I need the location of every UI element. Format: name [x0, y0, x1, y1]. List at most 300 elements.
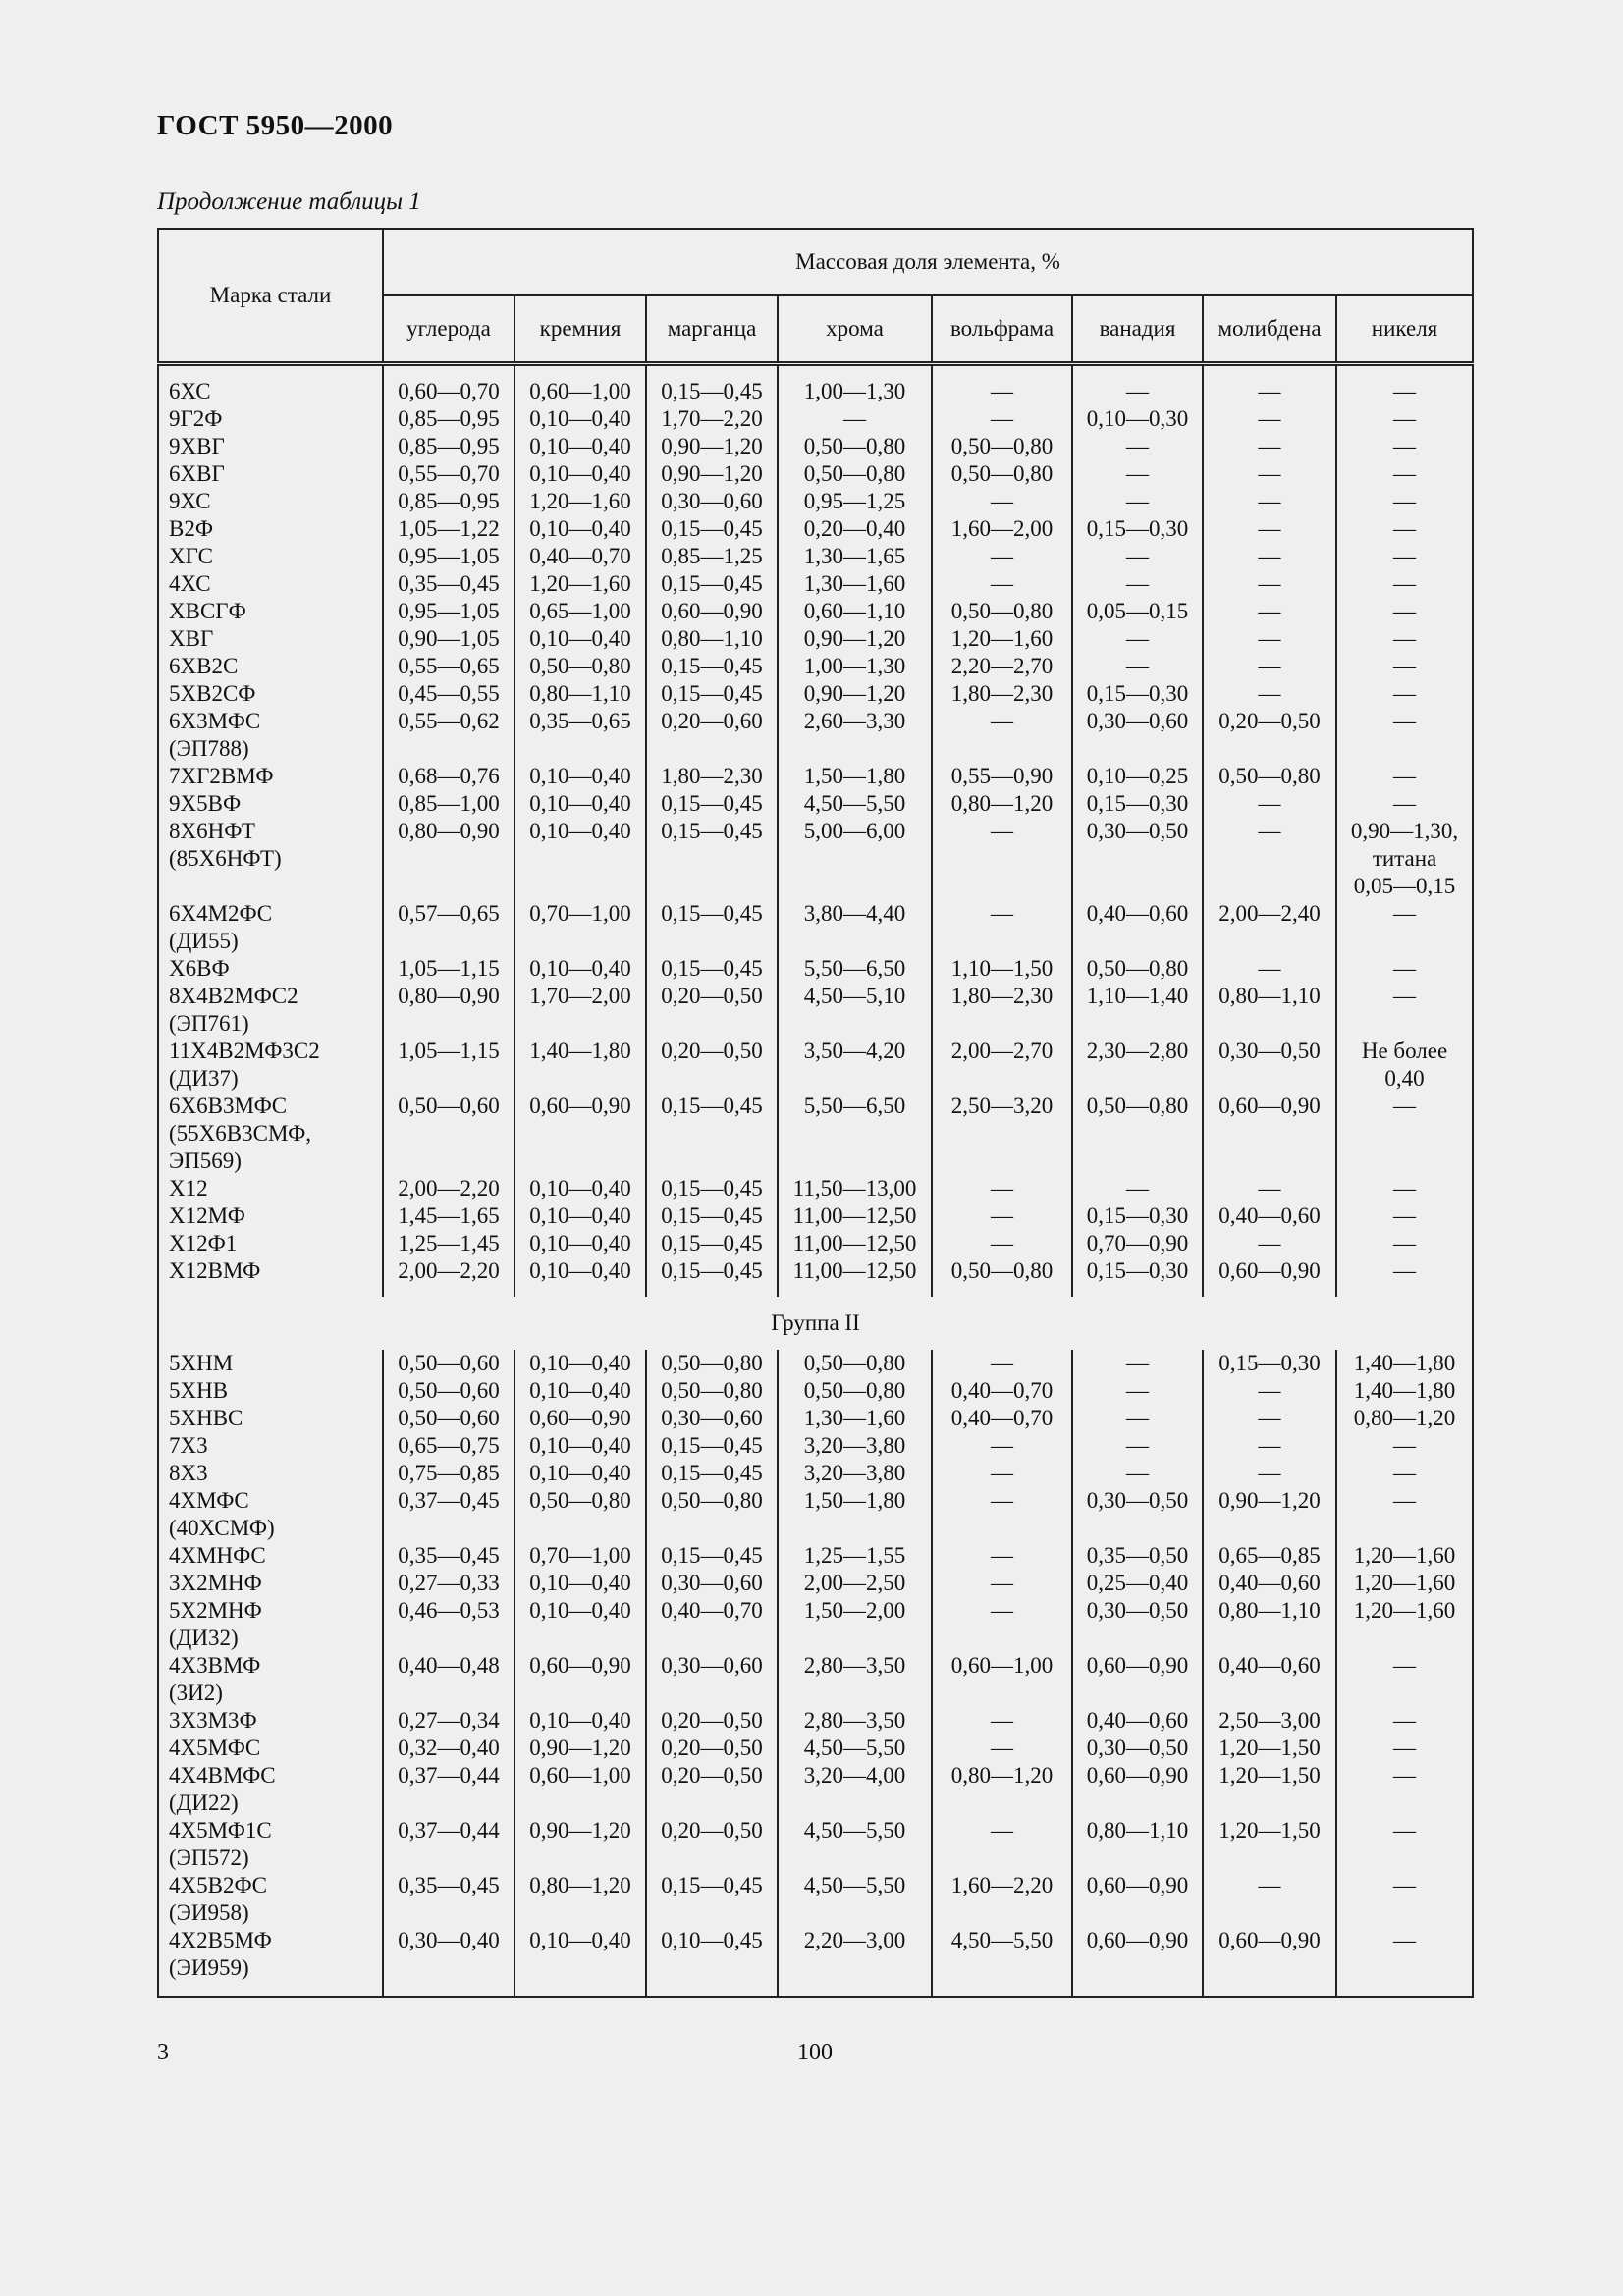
- cell-carbon: 0,45—0,55: [383, 680, 514, 708]
- steel-grade-line: 4ХМФС: [169, 1488, 249, 1513]
- cell-carbon: 0,85—0,95: [383, 488, 514, 515]
- cell-chromium: 2,80—3,50: [778, 1707, 932, 1735]
- cell-molybdenum: —: [1203, 680, 1336, 708]
- cell-silicon: 0,60—1,00: [514, 378, 646, 405]
- cell-carbon: 0,37—0,44: [383, 1762, 514, 1817]
- cell-carbon: 0,68—0,76: [383, 763, 514, 790]
- cell-carbon: 0,35—0,45: [383, 1872, 514, 1927]
- cell-vanadium: —: [1072, 460, 1203, 488]
- cell-vanadium: 0,60—0,90: [1072, 1762, 1203, 1817]
- table-row: [158, 1202, 1473, 1230]
- steel-grade-line: 6ХС: [169, 379, 211, 403]
- cell-chromium: 5,00—6,00: [778, 818, 932, 900]
- table-row: [158, 1257, 1473, 1285]
- cell-chromium: 3,80—4,40: [778, 900, 932, 955]
- table-row: [158, 1432, 1473, 1460]
- cell-molybdenum: —: [1203, 598, 1336, 625]
- table-row: [158, 790, 1473, 818]
- cell-silicon: 0,70—1,00: [514, 1542, 646, 1570]
- cell-tungsten: 0,60—1,00: [932, 1652, 1072, 1707]
- steel-grade-line: (ЭП788): [169, 736, 249, 761]
- cell-silicon: 0,10—0,40: [514, 790, 646, 818]
- cell-nickel: —: [1336, 1230, 1473, 1257]
- steel-grade-line: Х12Ф1: [169, 1231, 238, 1255]
- steel-grade: [158, 1432, 383, 1460]
- cell-carbon: 2,00—2,20: [383, 1257, 514, 1285]
- cell-silicon: 0,10—0,40: [514, 625, 646, 653]
- table-row: [158, 1230, 1473, 1257]
- cell-carbon: 0,35—0,45: [383, 570, 514, 598]
- cell-manganese: 0,20—0,50: [646, 983, 778, 1038]
- cell-molybdenum: 0,40—0,60: [1203, 1202, 1336, 1230]
- cell-molybdenum: —: [1203, 625, 1336, 653]
- cell-nickel: —: [1336, 1487, 1473, 1542]
- cell-vanadium: —: [1072, 378, 1203, 405]
- cell-silicon: 0,10—0,40: [514, 763, 646, 790]
- cell-vanadium: 0,10—0,25: [1072, 763, 1203, 790]
- cell-manganese: 0,20—0,50: [646, 1735, 778, 1762]
- steel-grade-line: (3И2): [169, 1681, 223, 1705]
- cell-manganese: 0,15—0,45: [646, 900, 778, 955]
- cell-chromium: 1,00—1,30: [778, 378, 932, 405]
- cell-chromium: 0,50—0,80: [778, 1377, 932, 1405]
- table-row: [158, 653, 1473, 680]
- cell-manganese: 0,15—0,45: [646, 680, 778, 708]
- cell-vanadium: 0,05—0,15: [1072, 598, 1203, 625]
- cell-manganese: 0,15—0,45: [646, 1432, 778, 1460]
- steel-grade: [158, 790, 383, 818]
- steel-grade-line: (ДИ37): [169, 1066, 239, 1091]
- steel-grade-line: 3Х2МНФ: [169, 1571, 262, 1595]
- cell-vanadium: 0,30—0,50: [1072, 1735, 1203, 1762]
- steel-grade: [158, 1597, 383, 1652]
- group-label: Группа II: [158, 1297, 1473, 1350]
- steel-grade-line: ХВГ: [169, 626, 214, 651]
- steel-grade-line: 9Г2Ф: [169, 406, 223, 431]
- cell-manganese: 0,15—0,45: [646, 1093, 778, 1175]
- steel-grade-line: (ДИ55): [169, 929, 239, 953]
- cell-carbon: 0,80—0,90: [383, 818, 514, 900]
- cell-molybdenum: 1,20—1,50: [1203, 1817, 1336, 1872]
- cell-molybdenum: 0,15—0,30: [1203, 1350, 1336, 1377]
- cell-vanadium: —: [1072, 1175, 1203, 1202]
- cell-nickel: 0,80—1,20: [1336, 1405, 1473, 1432]
- steel-grade-line: (40ХСМФ): [169, 1516, 275, 1540]
- table-row: [158, 1542, 1473, 1570]
- cell-nickel: —: [1336, 1707, 1473, 1735]
- steel-grade-line: (ЭП572): [169, 1845, 249, 1870]
- cell-vanadium: —: [1072, 1350, 1203, 1377]
- cell-nickel: —: [1336, 1872, 1473, 1927]
- cell-carbon: 0,35—0,45: [383, 1542, 514, 1570]
- steel-grade: [158, 1202, 383, 1230]
- steel-grade-line: (ДИ22): [169, 1790, 239, 1815]
- header-grade: Марка стали: [158, 229, 383, 364]
- cell-carbon: 0,75—0,85: [383, 1460, 514, 1487]
- cell-molybdenum: 0,20—0,50: [1203, 708, 1336, 763]
- table-row: [158, 570, 1473, 598]
- cell-molybdenum: —: [1203, 515, 1336, 543]
- cell-chromium: 1,50—1,80: [778, 763, 932, 790]
- cell-tungsten: 0,50—0,80: [932, 598, 1072, 625]
- steel-grade: [158, 680, 383, 708]
- cell-chromium: 11,50—13,00: [778, 1175, 932, 1202]
- cell-carbon: 0,50—0,60: [383, 1350, 514, 1377]
- cell-chromium: 1,30—1,60: [778, 1405, 932, 1432]
- cell-silicon: 1,20—1,60: [514, 570, 646, 598]
- cell-carbon: 0,90—1,05: [383, 625, 514, 653]
- cell-tungsten: 1,80—2,30: [932, 680, 1072, 708]
- cell-manganese: 0,15—0,45: [646, 515, 778, 543]
- cell-molybdenum: 0,90—1,20: [1203, 1487, 1336, 1542]
- cell-carbon: 0,55—0,70: [383, 460, 514, 488]
- steel-grade: [158, 1762, 383, 1817]
- steel-grade: [158, 1707, 383, 1735]
- table-row: [158, 763, 1473, 790]
- steel-grade: [158, 433, 383, 460]
- cell-carbon: 0,50—0,60: [383, 1377, 514, 1405]
- cell-silicon: 0,60—1,00: [514, 1762, 646, 1817]
- cell-tungsten: 0,40—0,70: [932, 1405, 1072, 1432]
- steel-grade-line: 8Х6НФТ: [169, 819, 255, 843]
- cell-molybdenum: 0,60—0,90: [1203, 1093, 1336, 1175]
- table-row: [158, 1487, 1473, 1542]
- steel-grade: [158, 1872, 383, 1927]
- header-silicon: кремния: [514, 295, 646, 364]
- cell-silicon: 0,10—0,40: [514, 460, 646, 488]
- steel-grade-line: 9Х5ВФ: [169, 791, 242, 816]
- cell-chromium: 4,50—5,50: [778, 1817, 932, 1872]
- cell-silicon: 0,90—1,20: [514, 1817, 646, 1872]
- steel-grade-line: В2Ф: [169, 516, 214, 541]
- cell-carbon: 0,95—1,05: [383, 543, 514, 570]
- steel-grade: [158, 1735, 383, 1762]
- header-nickel: никеля: [1336, 295, 1473, 364]
- cell-nickel: —: [1336, 625, 1473, 653]
- cell-nickel: —: [1336, 543, 1473, 570]
- cell-silicon: 0,10—0,40: [514, 1230, 646, 1257]
- steel-grade-line: ХГС: [169, 544, 213, 568]
- cell-silicon: 0,60—0,90: [514, 1652, 646, 1707]
- cell-chromium: —: [778, 405, 932, 433]
- cell-silicon: 0,60—0,90: [514, 1093, 646, 1175]
- table-row: [158, 598, 1473, 625]
- header-mass-fraction: Массовая доля элемента, %: [383, 229, 1473, 295]
- cell-silicon: 0,80—1,10: [514, 680, 646, 708]
- cell-manganese: 0,15—0,45: [646, 1460, 778, 1487]
- cell-tungsten: 0,40—0,70: [932, 1377, 1072, 1405]
- steel-grade-line: 6Х3МФС: [169, 709, 261, 733]
- steel-grade: [158, 1257, 383, 1285]
- cell-nickel: —: [1336, 433, 1473, 460]
- cell-silicon: 0,10—0,40: [514, 1202, 646, 1230]
- cell-manganese: 0,30—0,60: [646, 1405, 778, 1432]
- table-row: [158, 460, 1473, 488]
- cell-molybdenum: —: [1203, 460, 1336, 488]
- cell-manganese: 0,40—0,70: [646, 1597, 778, 1652]
- cell-chromium: 5,50—6,50: [778, 955, 932, 983]
- cell-molybdenum: —: [1203, 1872, 1336, 1927]
- cell-manganese: 0,50—0,80: [646, 1377, 778, 1405]
- cell-manganese: 0,20—0,60: [646, 708, 778, 763]
- cell-nickel: —: [1336, 598, 1473, 625]
- header-chromium: хрома: [778, 295, 932, 364]
- table-row: [158, 1405, 1473, 1432]
- table-row: [158, 708, 1473, 763]
- cell-vanadium: —: [1072, 433, 1203, 460]
- cell-carbon: 0,46—0,53: [383, 1597, 514, 1652]
- steel-grade-line: 4Х5МФС: [169, 1735, 261, 1760]
- cell-molybdenum: 1,20—1,50: [1203, 1735, 1336, 1762]
- cell-manganese: 0,15—0,45: [646, 570, 778, 598]
- cell-tungsten: 0,80—1,20: [932, 1762, 1072, 1817]
- steel-grade-line: Х6ВФ: [169, 956, 230, 981]
- table-row: [158, 1762, 1473, 1817]
- table-row: [158, 1597, 1473, 1652]
- cell-silicon: 0,10—0,40: [514, 405, 646, 433]
- cell-chromium: 2,80—3,50: [778, 1652, 932, 1707]
- cell-tungsten: —: [932, 1350, 1072, 1377]
- steel-grade-line: 3Х3М3Ф: [169, 1708, 257, 1733]
- table-row: [158, 1707, 1473, 1735]
- cell-molybdenum: —: [1203, 378, 1336, 405]
- cell-silicon: 0,50—0,80: [514, 653, 646, 680]
- cell-nickel: —: [1336, 515, 1473, 543]
- table-row: [158, 1652, 1473, 1707]
- cell-manganese: 0,60—0,90: [646, 598, 778, 625]
- cell-manganese: 0,80—1,10: [646, 625, 778, 653]
- cell-nickel: —: [1336, 1257, 1473, 1285]
- cell-vanadium: 0,15—0,30: [1072, 790, 1203, 818]
- cell-silicon: 0,35—0,65: [514, 708, 646, 763]
- cell-tungsten: —: [932, 1597, 1072, 1652]
- steel-grade-line: (85Х6НФТ): [169, 846, 282, 871]
- cell-tungsten: 1,10—1,50: [932, 955, 1072, 983]
- table-row: [158, 488, 1473, 515]
- cell-tungsten: —: [932, 708, 1072, 763]
- cell-nickel: —: [1336, 983, 1473, 1038]
- steel-grade: [158, 515, 383, 543]
- cell-manganese: 0,15—0,45: [646, 790, 778, 818]
- cell-vanadium: —: [1072, 625, 1203, 653]
- cell-nickel: —: [1336, 1202, 1473, 1230]
- cell-silicon: 0,90—1,20: [514, 1735, 646, 1762]
- cell-tungsten: 2,20—2,70: [932, 653, 1072, 680]
- cell-chromium: 0,50—0,80: [778, 460, 932, 488]
- cell-carbon: 1,45—1,65: [383, 1202, 514, 1230]
- table-row: [158, 1570, 1473, 1597]
- steel-grade-line: 6Х6В3МФС: [169, 1094, 288, 1118]
- cell-molybdenum: 0,60—0,90: [1203, 1257, 1336, 1285]
- table-row: [158, 1817, 1473, 1872]
- cell-nickel: —: [1336, 570, 1473, 598]
- cell-nickel: 1,40—1,80: [1336, 1377, 1473, 1405]
- cell-nickel: —: [1336, 1460, 1473, 1487]
- steel-grade: [158, 1038, 383, 1093]
- cell-chromium: 0,60—1,10: [778, 598, 932, 625]
- steel-grade-line: 4Х5В2ФС: [169, 1873, 267, 1897]
- cell-chromium: 1,00—1,30: [778, 653, 932, 680]
- cell-manganese: 0,15—0,45: [646, 1542, 778, 1570]
- cell-nickel: —: [1336, 1735, 1473, 1762]
- cell-tungsten: —: [932, 1175, 1072, 1202]
- steel-grade-line: 4Х5МФ1С: [169, 1818, 272, 1842]
- steel-grade-line: 4ХС: [169, 571, 211, 596]
- cell-manganese: 0,15—0,45: [646, 653, 778, 680]
- steel-grade: [158, 1093, 383, 1175]
- cell-nickel: —: [1336, 460, 1473, 488]
- cell-carbon: 0,95—1,05: [383, 598, 514, 625]
- steel-grade-line: Х12: [169, 1176, 208, 1201]
- cell-vanadium: —: [1072, 543, 1203, 570]
- cell-vanadium: 0,15—0,30: [1072, 515, 1203, 543]
- cell-chromium: 0,90—1,20: [778, 680, 932, 708]
- composition-table: [157, 228, 1474, 1998]
- steel-grade-line: 7Х3: [169, 1433, 208, 1458]
- cell-silicon: 0,10—0,40: [514, 955, 646, 983]
- steel-grade-line: 5Х2МНФ: [169, 1598, 262, 1623]
- cell-manganese: 0,30—0,60: [646, 1570, 778, 1597]
- table-row: [158, 543, 1473, 570]
- cell-manganese: 0,15—0,45: [646, 955, 778, 983]
- cell-chromium: 1,25—1,55: [778, 1542, 932, 1570]
- cell-chromium: 0,50—0,80: [778, 1350, 932, 1377]
- cell-nickel: —: [1336, 378, 1473, 405]
- cell-chromium: 11,00—12,50: [778, 1202, 932, 1230]
- cell-carbon: 1,25—1,45: [383, 1230, 514, 1257]
- steel-grade: [158, 625, 383, 653]
- cell-carbon: 0,40—0,48: [383, 1652, 514, 1707]
- cell-silicon: 0,10—0,40: [514, 1460, 646, 1487]
- steel-grade: [158, 983, 383, 1038]
- cell-manganese: 0,15—0,45: [646, 1202, 778, 1230]
- page-number-center: 100: [797, 2040, 833, 2065]
- cell-silicon: 0,10—0,40: [514, 1377, 646, 1405]
- cell-vanadium: —: [1072, 488, 1203, 515]
- table-row: [158, 818, 1473, 900]
- cell-molybdenum: —: [1203, 1432, 1336, 1460]
- cell-chromium: 1,30—1,60: [778, 570, 932, 598]
- cell-chromium: 4,50—5,50: [778, 1735, 932, 1762]
- cell-chromium: 5,50—6,50: [778, 1093, 932, 1175]
- cell-carbon: 0,37—0,45: [383, 1487, 514, 1542]
- cell-tungsten: 1,60—2,00: [932, 515, 1072, 543]
- steel-grade: [158, 1175, 383, 1202]
- cell-chromium: 3,50—4,20: [778, 1038, 932, 1093]
- cell-manganese: 0,15—0,45: [646, 818, 778, 900]
- cell-molybdenum: 0,80—1,10: [1203, 1597, 1336, 1652]
- cell-vanadium: 0,30—0,60: [1072, 708, 1203, 763]
- cell-tungsten: 0,80—1,20: [932, 790, 1072, 818]
- cell-vanadium: 0,10—0,30: [1072, 405, 1203, 433]
- cell-manganese: 0,85—1,25: [646, 543, 778, 570]
- cell-carbon: 0,50—0,60: [383, 1093, 514, 1175]
- cell-silicon: 0,10—0,40: [514, 515, 646, 543]
- steel-grade-line: (ЭИ959): [169, 1955, 249, 1980]
- cell-tungsten: —: [932, 1735, 1072, 1762]
- cell-vanadium: 0,15—0,30: [1072, 1202, 1203, 1230]
- cell-manganese: 0,15—0,45: [646, 378, 778, 405]
- cell-nickel: —: [1336, 708, 1473, 763]
- cell-vanadium: 0,25—0,40: [1072, 1570, 1203, 1597]
- cell-silicon: 0,60—0,90: [514, 1405, 646, 1432]
- cell-chromium: 2,00—2,50: [778, 1570, 932, 1597]
- cell-carbon: 0,65—0,75: [383, 1432, 514, 1460]
- table-caption: Продолжение таблицы 1: [157, 188, 421, 215]
- table-row: [158, 1460, 1473, 1487]
- cell-nickel: —: [1336, 900, 1473, 955]
- steel-grade: [158, 378, 383, 405]
- cell-molybdenum: —: [1203, 790, 1336, 818]
- steel-grade-line: 6Х4М2ФС: [169, 901, 273, 926]
- cell-chromium: 1,50—1,80: [778, 1487, 932, 1542]
- cell-molybdenum: —: [1203, 1377, 1336, 1405]
- steel-grade-line: (ДИ32): [169, 1626, 239, 1650]
- steel-grade-line: ХВСГФ: [169, 599, 246, 623]
- cell-silicon: 0,10—0,40: [514, 1707, 646, 1735]
- cell-tungsten: —: [932, 1460, 1072, 1487]
- table-row: [158, 405, 1473, 433]
- cell-tungsten: —: [932, 1707, 1072, 1735]
- steel-grade: [158, 1542, 383, 1570]
- cell-silicon: 0,10—0,40: [514, 818, 646, 900]
- cell-manganese: 0,20—0,50: [646, 1762, 778, 1817]
- steel-grade: [158, 1350, 383, 1377]
- cell-manganese: 0,30—0,60: [646, 1652, 778, 1707]
- table-row: [158, 515, 1473, 543]
- cell-tungsten: 2,50—3,20: [932, 1093, 1072, 1175]
- cell-silicon: 0,10—0,40: [514, 1597, 646, 1652]
- cell-manganese: 0,15—0,45: [646, 1257, 778, 1285]
- cell-manganese: 0,50—0,80: [646, 1350, 778, 1377]
- cell-chromium: 4,50—5,10: [778, 983, 932, 1038]
- cell-molybdenum: 0,65—0,85: [1203, 1542, 1336, 1570]
- cell-tungsten: —: [932, 1570, 1072, 1597]
- cell-molybdenum: 0,40—0,60: [1203, 1652, 1336, 1707]
- steel-grade: [158, 1230, 383, 1257]
- steel-grade: [158, 543, 383, 570]
- header-vanadium: ванадия: [1072, 295, 1203, 364]
- cell-tungsten: 0,50—0,80: [932, 460, 1072, 488]
- cell-nickel: —: [1336, 1093, 1473, 1175]
- cell-molybdenum: —: [1203, 1460, 1336, 1487]
- cell-carbon: 0,57—0,65: [383, 900, 514, 955]
- steel-grade-line: ЭП569): [169, 1148, 242, 1173]
- cell-chromium: 3,20—3,80: [778, 1460, 932, 1487]
- cell-molybdenum: —: [1203, 955, 1336, 983]
- cell-silicon: 0,10—0,40: [514, 1257, 646, 1285]
- steel-grade: [158, 1927, 383, 1982]
- cell-vanadium: 0,70—0,90: [1072, 1230, 1203, 1257]
- cell-carbon: 0,30—0,40: [383, 1927, 514, 1982]
- steel-grade-line: 8Х3: [169, 1461, 208, 1485]
- cell-carbon: 0,60—0,70: [383, 378, 514, 405]
- cell-molybdenum: —: [1203, 818, 1336, 900]
- cell-molybdenum: 0,50—0,80: [1203, 763, 1336, 790]
- cell-molybdenum: 2,50—3,00: [1203, 1707, 1336, 1735]
- cell-nickel: 1,20—1,60: [1336, 1597, 1473, 1652]
- steel-grade: [158, 653, 383, 680]
- steel-grade-line: 9ХВГ: [169, 434, 225, 458]
- steel-grade-line: 4ХМНФС: [169, 1543, 266, 1568]
- table-row: [158, 1350, 1473, 1377]
- steel-grade: [158, 818, 383, 900]
- steel-grade-line: 5ХНВ: [169, 1378, 229, 1403]
- cell-tungsten: —: [932, 488, 1072, 515]
- header-carbon: углерода: [383, 295, 514, 364]
- cell-nickel: Не более 0,40: [1336, 1038, 1473, 1093]
- cell-tungsten: —: [932, 1542, 1072, 1570]
